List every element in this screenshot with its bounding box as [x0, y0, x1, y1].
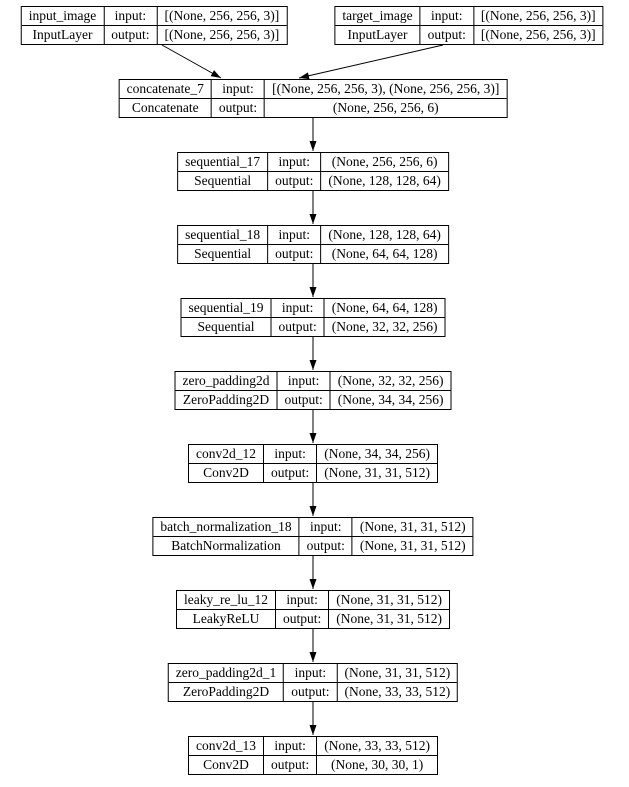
output-shape: [(None, 256, 256, 3)]: [164, 27, 280, 42]
layer-node-batch_normalization_18: [152, 517, 473, 556]
layer-node-target_image: [334, 6, 603, 45]
input-label: input:: [264, 737, 317, 756]
input-shape: [(None, 256, 256, 3), (None, 256, 256, 3)]: [265, 80, 506, 99]
layer-name: zero_padding2d: [176, 372, 278, 391]
layer-node-sequential_18: [177, 225, 449, 264]
input-shape: (None, 31, 31, 512): [353, 518, 473, 537]
layer-name: conv2d_12: [189, 445, 264, 464]
layer-type: Concatenate: [120, 99, 212, 117]
input-label: input:: [300, 518, 353, 537]
layer-node-input_image: [21, 6, 288, 45]
layer-name: batch_normalization_18: [153, 518, 299, 537]
output-label: output:: [268, 172, 321, 190]
input-shape: [(None, 256, 256, 3)]: [474, 7, 603, 26]
layer-name: sequential_17: [178, 153, 268, 172]
output-label: output:: [300, 537, 353, 555]
layer-type: ZeroPadding2D: [176, 391, 278, 409]
output-label: output:: [271, 318, 324, 336]
layer-node-leaky_re_lu_12: [176, 590, 450, 629]
input-shape: (None, 32, 32, 256): [331, 372, 451, 391]
layer-type: BatchNormalization: [153, 537, 299, 555]
layer-type: Sequential: [178, 172, 268, 190]
layer-type: Sequential: [182, 318, 272, 336]
input-label: input:: [284, 664, 337, 683]
input-shape: (None, 34, 34, 256): [317, 445, 437, 464]
layer-name: leaky_re_lu_12: [177, 591, 276, 610]
output-shape: (None, 34, 34, 256): [337, 392, 444, 407]
output-shape: (None, 33, 33, 512): [344, 684, 451, 699]
output-shape: (None, 64, 64, 128): [331, 246, 438, 261]
layer-node-zero_padding2d: [175, 371, 452, 410]
input-label: input:: [268, 153, 321, 172]
layer-name: target_image: [335, 7, 420, 26]
input-shape: [(None, 256, 256, 3)]: [158, 7, 287, 26]
layer-name: conv2d_13: [189, 737, 264, 756]
layer-type: ZeroPadding2D: [169, 683, 284, 701]
layer-node-zero_padding2d_1: [168, 663, 458, 702]
output-label: output:: [104, 26, 157, 44]
output-label: output:: [284, 683, 337, 701]
layer-type: Conv2D: [189, 756, 264, 774]
layer-type: Sequential: [178, 245, 268, 263]
input-label: input:: [268, 226, 321, 245]
output-shape: (None, 30, 30, 1): [331, 757, 424, 772]
edge-target_image-to-concatenate_7: [299, 45, 443, 78]
layer-type: InputLayer: [22, 26, 105, 44]
output-shape: (None, 31, 31, 512): [336, 611, 442, 626]
input-shape: (None, 256, 256, 6): [321, 153, 447, 172]
input-shape: (None, 128, 128, 64): [321, 226, 447, 245]
output-shape: (None, 256, 256, 6): [332, 100, 439, 115]
input-label: input:: [264, 445, 317, 464]
input-label: input:: [212, 80, 265, 99]
layer-type: InputLayer: [335, 26, 420, 44]
output-shape: [(None, 256, 256, 3)]: [480, 27, 596, 42]
output-label: output:: [277, 391, 330, 409]
output-label: output:: [421, 26, 474, 44]
input-shape: (None, 64, 64, 128): [325, 299, 445, 318]
input-label: input:: [421, 7, 474, 26]
output-shape: (None, 128, 128, 64): [328, 173, 441, 188]
layer-node-sequential_19: [181, 298, 446, 337]
output-label: output:: [268, 245, 321, 263]
input-label: input:: [276, 591, 329, 610]
input-label: input:: [271, 299, 324, 318]
edge-input_image-to-concatenate_7: [162, 45, 221, 78]
input-shape: (None, 31, 31, 512): [338, 664, 458, 683]
output-shape: (None, 31, 31, 512): [359, 538, 466, 553]
layer-name: concatenate_7: [120, 80, 212, 99]
input-shape: (None, 33, 33, 512): [317, 737, 437, 756]
layer-node-conv2d_12: [188, 444, 438, 483]
input-label: input:: [277, 372, 330, 391]
input-shape: (None, 31, 31, 512): [329, 591, 449, 610]
output-label: output:: [276, 610, 329, 628]
output-label: output:: [264, 756, 317, 774]
layer-name: sequential_18: [178, 226, 268, 245]
layer-type: LeakyReLU: [177, 610, 276, 628]
output-label: output:: [264, 464, 317, 482]
layer-node-conv2d_13: [188, 736, 438, 775]
layer-type: Conv2D: [189, 464, 264, 482]
layer-name: sequential_19: [182, 299, 272, 318]
output-shape: (None, 31, 31, 512): [324, 465, 430, 480]
layer-node-sequential_17: [177, 152, 449, 191]
output-label: output:: [212, 99, 265, 117]
input-label: input:: [104, 7, 157, 26]
layer-name: input_image: [22, 7, 105, 26]
output-shape: (None, 32, 32, 256): [331, 319, 438, 334]
layer-node-concatenate_7: [119, 79, 508, 118]
layer-name: zero_padding2d_1: [169, 664, 284, 683]
